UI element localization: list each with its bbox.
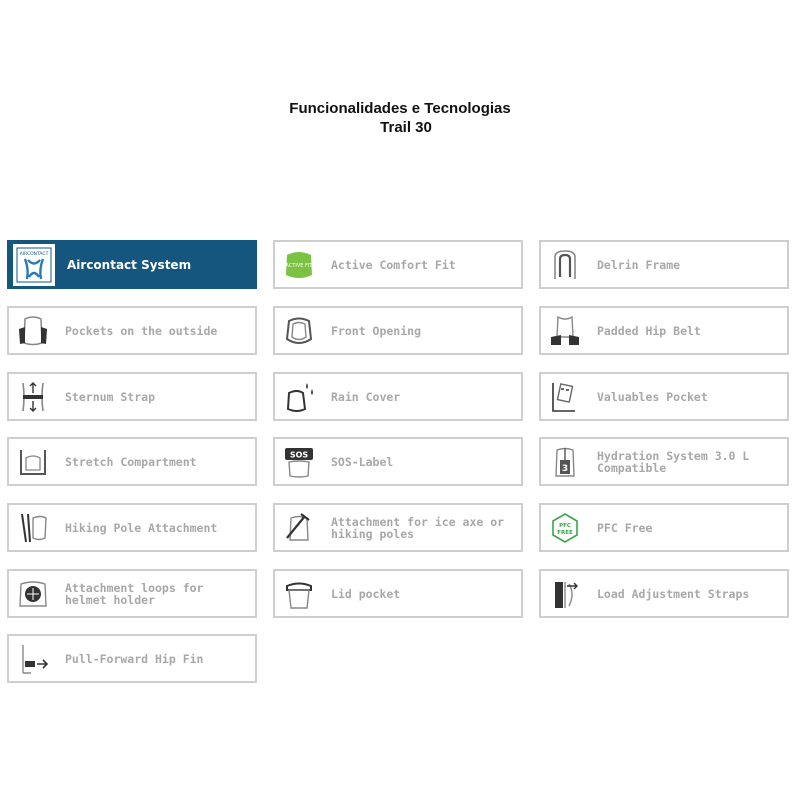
sos-label-icon [281, 444, 317, 480]
feature-hiking-pole-attachment[interactable] [7, 503, 257, 552]
feature-padded-hip-belt[interactable] [539, 306, 789, 355]
feature-label: Rain Cover [331, 389, 401, 404]
feature-label: Attachment for ice axe or hiking poles [331, 514, 505, 541]
feature-pull-forward-hip-fin[interactable] [7, 634, 257, 683]
feature-pfc-free[interactable] [539, 503, 789, 552]
feature-ice-axe-attachment[interactable] [273, 503, 523, 552]
feature-label: Sternum Strap [65, 389, 156, 404]
feature-front-opening[interactable] [273, 306, 523, 355]
feature-delrin-frame[interactable] [539, 240, 789, 289]
feature-helmet-holder-loops[interactable] [7, 569, 257, 618]
feature-label: Attachment loops for helmet holder [65, 580, 204, 607]
feature-aircontact-system[interactable] [7, 240, 257, 289]
feature-label: Pull-Forward Hip Fin [65, 651, 204, 666]
feature-label: Hiking Pole Attachment [65, 520, 218, 535]
delrin-frame-icon [547, 247, 583, 283]
feature-label: Aircontact System [67, 257, 192, 272]
hydration-system-icon [547, 444, 583, 480]
feature-valuables-pocket[interactable] [539, 372, 789, 421]
lid-pocket-icon [281, 576, 317, 612]
aircontact-icon [13, 244, 55, 286]
feature-label: Padded Hip Belt [597, 323, 701, 338]
feature-label: Load Adjustment Straps [597, 586, 750, 601]
hip-fin-icon [15, 641, 51, 677]
feature-stretch-compartment[interactable] [7, 437, 257, 486]
feature-label: Active Comfort Fit [331, 257, 456, 272]
sos-icon-text: SOS [289, 450, 309, 459]
feature-label: SOS-Label [331, 454, 394, 469]
feature-pockets-outside[interactable] [7, 306, 257, 355]
ice-axe-icon [281, 510, 317, 546]
feature-lid-pocket[interactable] [273, 569, 523, 618]
pfc-icon-text-1: PFC [559, 522, 571, 529]
rain-cover-icon [281, 379, 317, 415]
front-opening-icon [281, 313, 317, 349]
outside-pockets-icon [15, 313, 51, 349]
padded-hip-belt-icon [547, 313, 583, 349]
feature-hydration-system[interactable] [539, 437, 789, 486]
feature-label: Valuables Pocket [597, 389, 708, 404]
aircontact-icon-text: AIRCONTACT [19, 251, 49, 257]
feature-load-adjustment-straps[interactable] [539, 569, 789, 618]
feature-active-comfort-fit[interactable] [273, 240, 523, 289]
load-adjustment-icon [547, 576, 583, 612]
active-fit-icon-text: ACTIVE FIT [285, 262, 313, 269]
feature-label: Pockets on the outside [65, 323, 218, 338]
feature-label: Front Opening [331, 323, 422, 338]
feature-label: Stretch Compartment [65, 454, 197, 469]
hydration-icon-text: 3 [561, 463, 569, 474]
feature-label: Lid pocket [331, 586, 401, 601]
feature-sos-label[interactable] [273, 437, 523, 486]
helmet-holder-icon [15, 576, 51, 612]
pfc-icon-text-2: FREE [557, 529, 573, 536]
feature-sternum-strap[interactable] [7, 372, 257, 421]
title-line-1: Funcionalidades e Tecnologias [289, 100, 511, 117]
feature-rain-cover[interactable] [273, 372, 523, 421]
feature-label: PFC Free [597, 520, 653, 535]
title-line-2: Trail 30 [380, 119, 432, 136]
stretch-compartment-icon [15, 444, 51, 480]
valuables-pocket-icon [547, 379, 583, 415]
hiking-pole-icon [15, 510, 51, 546]
feature-label: Hydration System 3.0 L Compatible [597, 448, 750, 475]
feature-label: Delrin Frame [597, 257, 681, 272]
active-comfort-fit-icon [281, 247, 317, 283]
pfc-free-icon [547, 510, 583, 546]
sternum-strap-icon [15, 379, 51, 415]
